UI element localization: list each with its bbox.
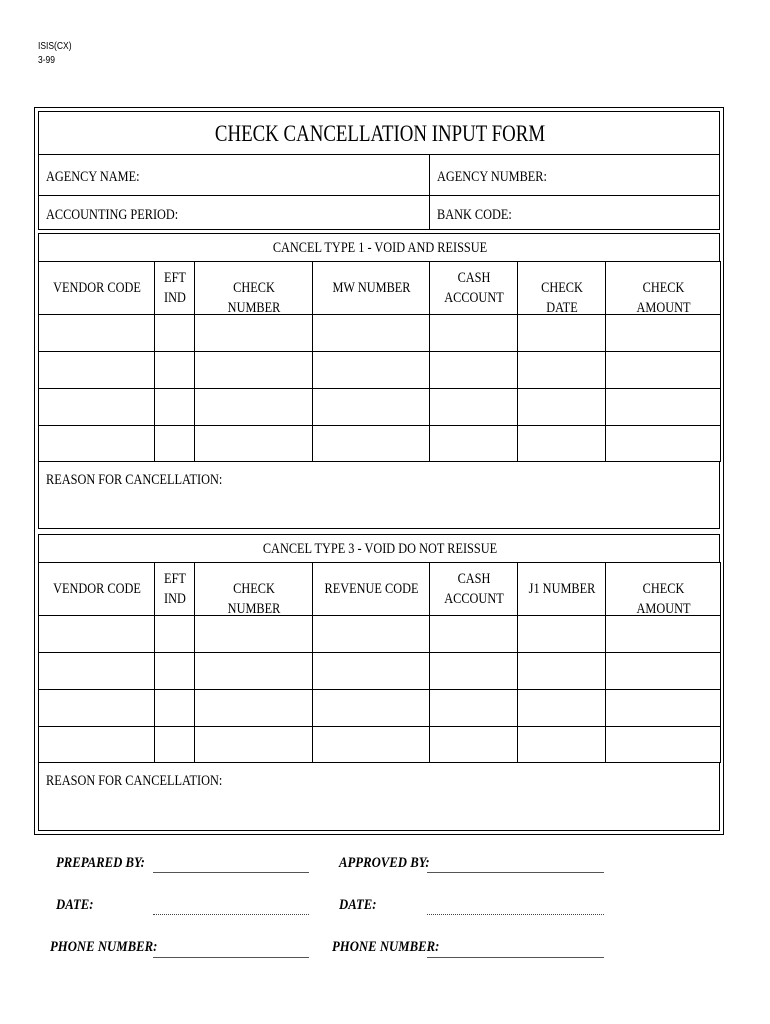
table-cell[interactable] [154,615,195,653]
column-header [429,562,518,616]
column-header-label: CHECK NUMBER [227,280,281,316]
column-header-label: REVENUE CODE [324,581,419,597]
table-cell[interactable] [154,351,195,389]
cancel-type1-table [38,261,720,461]
table-cell[interactable] [194,388,313,426]
table-cell[interactable] [194,615,313,653]
table-cell[interactable] [154,652,195,690]
column-header-label: CASH ACCOUNT [444,571,504,607]
check-cancellation-form [34,107,724,835]
accounting-period-field[interactable] [38,195,430,230]
cancel-type3-table [38,562,720,762]
table-cell[interactable] [194,726,313,763]
column-header [312,261,430,315]
table-cell[interactable] [429,689,518,727]
cancel-type1-heading [38,233,720,262]
table-cell[interactable] [517,351,606,389]
column-header-label: CHECK DATE [541,280,583,316]
table-cell[interactable] [38,652,155,690]
column-header-label: VENDOR CODE [53,581,141,597]
table-cell[interactable] [38,388,155,426]
table-cell[interactable] [154,388,195,426]
column-header-label: VENDOR CODE [53,280,141,296]
table-cell[interactable] [194,652,313,690]
table-cell[interactable] [154,314,195,352]
phone-number-label-right: PHONE NUMBER: [332,939,440,955]
bank-code-label: BANK CODE: [437,207,512,223]
table-cell[interactable] [429,388,518,426]
date-label-left: DATE: [56,897,94,913]
column-header [605,261,721,315]
table-cell[interactable] [312,726,430,763]
column-header [194,562,313,616]
table-cell[interactable] [38,689,155,727]
page-title: CHECK CANCELLATION INPUT FORM [214,121,546,146]
column-header-label: J1 NUMBER [528,581,596,597]
column-header-label: CHECK AMOUNT [636,280,691,316]
prepared-by-label: PREPARED BY: [56,855,145,871]
table-cell[interactable] [605,388,721,426]
column-header [194,261,313,315]
agency-number-label: AGENCY NUMBER: [437,169,547,185]
phone-number-line-right[interactable] [427,957,604,958]
agency-name-label: AGENCY NAME: [46,169,140,185]
table-cell[interactable] [605,652,721,690]
table-cell[interactable] [194,314,313,352]
table-cell[interactable] [517,314,606,352]
cancel-type3-heading [38,534,720,563]
phone-number-line-left[interactable] [153,957,309,958]
approved-by-line[interactable] [427,872,604,873]
table-cell[interactable] [605,351,721,389]
column-header-label: EFT IND [164,270,186,306]
reason-label-1: REASON FOR CANCELLATION: [46,472,223,488]
table-cell[interactable] [429,314,518,352]
table-cell[interactable] [194,351,313,389]
accounting-period-label: ACCOUNTING PERIOD: [46,207,179,223]
table-cell[interactable] [312,425,430,462]
table-cell[interactable] [517,652,606,690]
table-cell[interactable] [517,388,606,426]
agency-name-field[interactable] [38,154,430,196]
table-cell[interactable] [517,615,606,653]
cancel-type1-title: CANCEL TYPE 1 - VOID AND REISSUE [272,240,488,256]
column-header-label: CASH ACCOUNT [444,270,504,306]
table-cell[interactable] [312,388,430,426]
form-code-line2: 3-99 [38,55,56,66]
table-cell[interactable] [605,615,721,653]
table-cell[interactable] [517,689,606,727]
date-line-right[interactable] [427,914,604,915]
table-cell[interactable] [429,652,518,690]
table-cell[interactable] [605,726,721,763]
table-cell[interactable] [38,314,155,352]
column-header [38,261,155,315]
table-cell[interactable] [154,689,195,727]
table-cell[interactable] [429,351,518,389]
cancel-type3-title: CANCEL TYPE 3 - VOID DO NOT REISSUE [262,541,498,557]
bank-code-field[interactable] [429,195,720,230]
approved-by-label: APPROVED BY: [339,855,430,871]
table-cell[interactable] [194,689,313,727]
table-cell[interactable] [194,425,313,462]
table-cell[interactable] [38,351,155,389]
form-code [38,40,72,68]
table-cell[interactable] [429,615,518,653]
table-cell[interactable] [154,726,195,763]
column-header [38,562,155,616]
table-cell[interactable] [605,425,721,462]
table-cell[interactable] [38,726,155,763]
reason-for-cancellation-1[interactable] [38,461,720,529]
column-header-label: MW NUMBER [332,280,411,296]
column-header-label: EFT IND [164,571,186,607]
table-cell[interactable] [517,425,606,462]
table-cell[interactable] [154,425,195,462]
table-cell[interactable] [312,351,430,389]
column-header [517,562,606,616]
column-header [154,261,195,315]
reason-for-cancellation-2[interactable] [38,762,720,831]
title-row [38,111,720,155]
agency-number-field[interactable] [429,154,720,196]
table-cell[interactable] [312,314,430,352]
column-header [429,261,518,315]
table-cell[interactable] [429,425,518,462]
table-cell[interactable] [312,652,430,690]
column-header [312,562,430,616]
table-cell[interactable] [38,615,155,653]
form-code-line1: ISIS(CX) [38,41,72,52]
phone-number-label-left: PHONE NUMBER: [50,939,158,955]
column-header-label: CHECK NUMBER [227,581,281,617]
prepared-by-line[interactable] [153,872,309,873]
table-cell[interactable] [605,689,721,727]
table-cell[interactable] [605,314,721,352]
column-header [517,261,606,315]
column-header [154,562,195,616]
column-header [605,562,721,616]
reason-label-2: REASON FOR CANCELLATION: [46,773,223,789]
table-cell[interactable] [38,425,155,462]
table-cell[interactable] [429,726,518,763]
date-line-left[interactable] [153,914,309,915]
table-cell[interactable] [312,615,430,653]
date-label-right: DATE: [339,897,377,913]
table-cell[interactable] [312,689,430,727]
table-cell[interactable] [517,726,606,763]
column-header-label: CHECK AMOUNT [636,581,691,617]
